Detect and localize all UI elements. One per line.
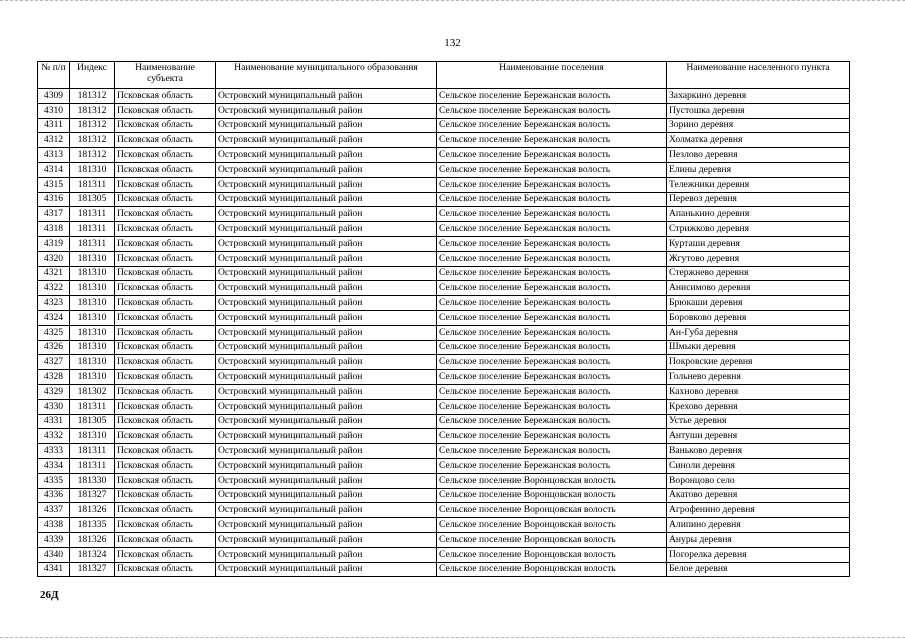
cell-municipality: Островский муниципальный район xyxy=(216,370,437,385)
cell-num: 4335 xyxy=(38,473,70,488)
cell-index: 181311 xyxy=(70,236,115,251)
cell-num: 4334 xyxy=(38,458,70,473)
cell-index: 181310 xyxy=(70,162,115,177)
cell-municipality: Островский муниципальный район xyxy=(216,384,437,399)
cell-municipality: Островский муниципальный район xyxy=(216,532,437,547)
cell-subject: Псковская область xyxy=(115,488,216,503)
cell-num: 4332 xyxy=(38,429,70,444)
cell-settlement: Сельское поселение Бережанская волость xyxy=(437,103,667,118)
cell-index: 181311 xyxy=(70,399,115,414)
table-row xyxy=(38,162,850,177)
cell-index: 181310 xyxy=(70,325,115,340)
cell-locality: Воронцово село xyxy=(667,473,850,488)
cell-num: 4315 xyxy=(38,177,70,192)
cell-municipality: Островский муниципальный район xyxy=(216,207,437,222)
cell-index: 181326 xyxy=(70,532,115,547)
cell-settlement: Сельское поселение Бережанская волость xyxy=(437,148,667,163)
scan-edge-bottom xyxy=(0,634,905,638)
cell-subject: Псковская область xyxy=(115,444,216,459)
cell-subject: Псковская область xyxy=(115,547,216,562)
cell-locality: Пезлово деревня xyxy=(667,148,850,163)
cell-num: 4327 xyxy=(38,355,70,370)
cell-locality: Холматка деревня xyxy=(667,133,850,148)
cell-locality: Брюкаши деревня xyxy=(667,296,850,311)
cell-num: 4316 xyxy=(38,192,70,207)
cell-num: 4314 xyxy=(38,162,70,177)
cell-num: 4333 xyxy=(38,444,70,459)
cell-settlement: Сельское поселение Бережанская волость xyxy=(437,281,667,296)
cell-locality: Гольнево деревня xyxy=(667,370,850,385)
table-row xyxy=(38,340,850,355)
cell-num: 4310 xyxy=(38,103,70,118)
table-row xyxy=(38,562,850,577)
table-row xyxy=(38,89,850,104)
cell-municipality: Островский муниципальный район xyxy=(216,458,437,473)
table-row xyxy=(38,444,850,459)
cell-settlement: Сельское поселение Бережанская волость xyxy=(437,133,667,148)
table-row xyxy=(38,355,850,370)
table-row xyxy=(38,192,850,207)
cell-locality: Крехово деревня xyxy=(667,399,850,414)
table-row xyxy=(38,325,850,340)
cell-municipality: Островский муниципальный район xyxy=(216,399,437,414)
cell-num: 4322 xyxy=(38,281,70,296)
cell-locality: Ан-Губа деревня xyxy=(667,325,850,340)
table-row xyxy=(38,384,850,399)
cell-subject: Псковская область xyxy=(115,532,216,547)
cell-municipality: Островский муниципальный район xyxy=(216,251,437,266)
cell-settlement: Сельское поселение Бережанская волость xyxy=(437,458,667,473)
cell-subject: Псковская область xyxy=(115,118,216,133)
cell-settlement: Сельское поселение Бережанская волость xyxy=(437,444,667,459)
cell-locality: Перевоз деревня xyxy=(667,192,850,207)
cell-index: 181312 xyxy=(70,133,115,148)
cell-index: 181311 xyxy=(70,177,115,192)
cell-index: 181312 xyxy=(70,89,115,104)
cell-municipality: Островский муниципальный район xyxy=(216,89,437,104)
cell-settlement: Сельское поселение Бережанская волость xyxy=(437,384,667,399)
table-row xyxy=(38,458,850,473)
cell-subject: Псковская область xyxy=(115,192,216,207)
table-row xyxy=(38,370,850,385)
table-row xyxy=(38,177,850,192)
cell-locality: Апанькино деревня xyxy=(667,207,850,222)
cell-municipality: Островский муниципальный район xyxy=(216,503,437,518)
cell-subject: Псковская область xyxy=(115,355,216,370)
cell-settlement: Сельское поселение Бережанская волость xyxy=(437,414,667,429)
table-row xyxy=(38,518,850,533)
cell-subject: Псковская область xyxy=(115,562,216,577)
cell-locality: Алипино деревня xyxy=(667,518,850,533)
cell-index: 181330 xyxy=(70,473,115,488)
table-row xyxy=(38,133,850,148)
cell-settlement: Сельское поселение Бережанская волость xyxy=(437,118,667,133)
cell-index: 181312 xyxy=(70,118,115,133)
header-settlement: Наименование поселения xyxy=(437,62,667,89)
table-row xyxy=(38,118,850,133)
cell-settlement: Сельское поселение Бережанская волость xyxy=(437,325,667,340)
cell-locality: Ваньково деревня xyxy=(667,444,850,459)
cell-settlement: Сельское поселение Воронцовская волость xyxy=(437,562,667,577)
cell-index: 181312 xyxy=(70,103,115,118)
cell-subject: Псковская область xyxy=(115,236,216,251)
cell-settlement: Сельское поселение Бережанская волость xyxy=(437,162,667,177)
cell-num: 4317 xyxy=(38,207,70,222)
cell-num: 4336 xyxy=(38,488,70,503)
cell-subject: Псковская область xyxy=(115,458,216,473)
cell-index: 181311 xyxy=(70,207,115,222)
cell-municipality: Островский муниципальный район xyxy=(216,518,437,533)
table-row xyxy=(38,547,850,562)
cell-settlement: Сельское поселение Бережанская волость xyxy=(437,310,667,325)
cell-subject: Псковская область xyxy=(115,207,216,222)
cell-num: 4313 xyxy=(38,148,70,163)
cell-locality: Белое деревня xyxy=(667,562,850,577)
cell-num: 4311 xyxy=(38,118,70,133)
table-row xyxy=(38,429,850,444)
cell-num: 4323 xyxy=(38,296,70,311)
cell-settlement: Сельское поселение Бережанская волость xyxy=(437,192,667,207)
cell-subject: Псковская область xyxy=(115,266,216,281)
table-row xyxy=(38,103,850,118)
cell-subject: Псковская область xyxy=(115,414,216,429)
cell-locality: Пустошка деревня xyxy=(667,103,850,118)
cell-settlement: Сельское поселение Бережанская волость xyxy=(437,370,667,385)
table-header-row xyxy=(38,62,850,89)
table-row xyxy=(38,414,850,429)
cell-municipality: Островский муниципальный район xyxy=(216,488,437,503)
cell-subject: Псковская область xyxy=(115,370,216,385)
cell-index: 181324 xyxy=(70,547,115,562)
cell-locality: Погорелка деревня xyxy=(667,547,850,562)
cell-subject: Псковская область xyxy=(115,103,216,118)
cell-subject: Псковская область xyxy=(115,177,216,192)
page-number: 132 xyxy=(444,37,461,49)
cell-index: 181310 xyxy=(70,251,115,266)
cell-settlement: Сельское поселение Воронцовская волость xyxy=(437,503,667,518)
cell-municipality: Островский муниципальный район xyxy=(216,429,437,444)
cell-locality: Антуши деревня xyxy=(667,429,850,444)
footer-code: 26Д xyxy=(40,589,59,601)
header-locality: Наименование населенного пункта xyxy=(667,62,850,89)
cell-locality: Агрофенино деревня xyxy=(667,503,850,518)
header-subject: Наименование субъекта xyxy=(115,62,216,89)
cell-municipality: Островский муниципальный район xyxy=(216,562,437,577)
cell-locality: Курташи деревня xyxy=(667,236,850,251)
cell-municipality: Островский муниципальный район xyxy=(216,473,437,488)
cell-municipality: Островский муниципальный район xyxy=(216,222,437,237)
cell-municipality: Островский муниципальный район xyxy=(216,340,437,355)
cell-index: 181310 xyxy=(70,296,115,311)
cell-locality: Анисимово деревня xyxy=(667,281,850,296)
cell-municipality: Островский муниципальный район xyxy=(216,310,437,325)
cell-locality: Акатово деревня xyxy=(667,488,850,503)
cell-subject: Псковская область xyxy=(115,133,216,148)
cell-subject: Псковская область xyxy=(115,251,216,266)
cell-subject: Псковская область xyxy=(115,429,216,444)
table-row xyxy=(38,222,850,237)
cell-num: 4339 xyxy=(38,532,70,547)
cell-index: 181327 xyxy=(70,488,115,503)
cell-settlement: Сельское поселение Бережанская волость xyxy=(437,355,667,370)
cell-index: 181335 xyxy=(70,518,115,533)
cell-settlement: Сельское поселение Бережанская волость xyxy=(437,207,667,222)
table-row xyxy=(38,207,850,222)
cell-locality: Синоли деревня xyxy=(667,458,850,473)
cell-subject: Псковская область xyxy=(115,281,216,296)
cell-settlement: Сельское поселение Бережанская волость xyxy=(437,296,667,311)
cell-municipality: Островский муниципальный район xyxy=(216,162,437,177)
cell-locality: Покровские деревня xyxy=(667,355,850,370)
cell-subject: Псковская область xyxy=(115,162,216,177)
cell-index: 181305 xyxy=(70,414,115,429)
cell-subject: Псковская область xyxy=(115,222,216,237)
cell-locality: Жгутово деревня xyxy=(667,251,850,266)
localities-table xyxy=(37,61,850,577)
cell-index: 181310 xyxy=(70,281,115,296)
cell-subject: Псковская область xyxy=(115,384,216,399)
cell-subject: Псковская область xyxy=(115,310,216,325)
cell-locality: Кахново деревня xyxy=(667,384,850,399)
cell-index: 181310 xyxy=(70,429,115,444)
scan-edge-top xyxy=(0,0,905,4)
cell-municipality: Островский муниципальный район xyxy=(216,414,437,429)
cell-locality: Тележники деревня xyxy=(667,177,850,192)
cell-index: 181311 xyxy=(70,444,115,459)
cell-num: 4338 xyxy=(38,518,70,533)
cell-settlement: Сельское поселение Бережанская волость xyxy=(437,340,667,355)
table-row xyxy=(38,310,850,325)
cell-num: 4325 xyxy=(38,325,70,340)
table-row xyxy=(38,236,850,251)
table-row xyxy=(38,399,850,414)
cell-num: 4319 xyxy=(38,236,70,251)
cell-locality: Боровково деревня xyxy=(667,310,850,325)
table-row xyxy=(38,488,850,503)
table-row xyxy=(38,251,850,266)
cell-index: 181326 xyxy=(70,503,115,518)
cell-settlement: Сельское поселение Бережанская волость xyxy=(437,399,667,414)
cell-index: 181310 xyxy=(70,355,115,370)
cell-settlement: Сельское поселение Воронцовская волость xyxy=(437,532,667,547)
cell-municipality: Островский муниципальный район xyxy=(216,192,437,207)
cell-locality: Елины деревня xyxy=(667,162,850,177)
cell-settlement: Сельское поселение Бережанская волость xyxy=(437,177,667,192)
cell-index: 181311 xyxy=(70,222,115,237)
cell-subject: Псковская область xyxy=(115,473,216,488)
cell-locality: Шмыки деревня xyxy=(667,340,850,355)
cell-subject: Псковская область xyxy=(115,518,216,533)
cell-settlement: Сельское поселение Воронцовская волость xyxy=(437,547,667,562)
cell-num: 4312 xyxy=(38,133,70,148)
cell-municipality: Островский муниципальный район xyxy=(216,281,437,296)
cell-num: 4341 xyxy=(38,562,70,577)
cell-index: 181311 xyxy=(70,458,115,473)
cell-municipality: Островский муниципальный район xyxy=(216,444,437,459)
cell-subject: Псковская область xyxy=(115,503,216,518)
cell-num: 4329 xyxy=(38,384,70,399)
table-row xyxy=(38,532,850,547)
cell-settlement: Сельское поселение Бережанская волость xyxy=(437,429,667,444)
cell-municipality: Островский муниципальный район xyxy=(216,177,437,192)
cell-municipality: Островский муниципальный район xyxy=(216,118,437,133)
cell-subject: Псковская область xyxy=(115,296,216,311)
cell-municipality: Островский муниципальный район xyxy=(216,148,437,163)
cell-municipality: Островский муниципальный район xyxy=(216,103,437,118)
cell-num: 4320 xyxy=(38,251,70,266)
cell-num: 4328 xyxy=(38,370,70,385)
cell-settlement: Сельское поселение Воронцовская волость xyxy=(437,473,667,488)
cell-locality: Стержнево деревня xyxy=(667,266,850,281)
cell-subject: Псковская область xyxy=(115,340,216,355)
cell-settlement: Сельское поселение Бережанская волость xyxy=(437,236,667,251)
table-row xyxy=(38,281,850,296)
table-row xyxy=(38,148,850,163)
cell-subject: Псковская область xyxy=(115,148,216,163)
cell-municipality: Островский муниципальный район xyxy=(216,325,437,340)
header-index: Индекс xyxy=(70,62,115,89)
cell-index: 181302 xyxy=(70,384,115,399)
cell-locality: Зорино деревня xyxy=(667,118,850,133)
cell-locality: Захаркино деревня xyxy=(667,89,850,104)
cell-num: 4330 xyxy=(38,399,70,414)
cell-index: 181305 xyxy=(70,192,115,207)
cell-num: 4309 xyxy=(38,89,70,104)
cell-municipality: Островский муниципальный район xyxy=(216,547,437,562)
cell-num: 4324 xyxy=(38,310,70,325)
table-row xyxy=(38,503,850,518)
cell-index: 181310 xyxy=(70,340,115,355)
cell-num: 4326 xyxy=(38,340,70,355)
cell-settlement: Сельское поселение Бережанская волость xyxy=(437,222,667,237)
cell-municipality: Островский муниципальный район xyxy=(216,296,437,311)
cell-municipality: Островский муниципальный район xyxy=(216,266,437,281)
cell-subject: Псковская область xyxy=(115,325,216,340)
cell-index: 181327 xyxy=(70,562,115,577)
cell-locality: Стрижково деревня xyxy=(667,222,850,237)
header-municipality: Наименование муниципального образования xyxy=(216,62,437,89)
cell-num: 4321 xyxy=(38,266,70,281)
table-body xyxy=(38,89,850,577)
cell-num: 4331 xyxy=(38,414,70,429)
cell-index: 181310 xyxy=(70,266,115,281)
cell-locality: Ануры деревня xyxy=(667,532,850,547)
cell-settlement: Сельское поселение Бережанская волость xyxy=(437,266,667,281)
table-row xyxy=(38,296,850,311)
header-num: № п/п xyxy=(38,62,70,89)
cell-settlement: Сельское поселение Бережанская волость xyxy=(437,89,667,104)
cell-num: 4318 xyxy=(38,222,70,237)
cell-index: 181310 xyxy=(70,370,115,385)
cell-settlement: Сельское поселение Воронцовская волость xyxy=(437,518,667,533)
table-row xyxy=(38,266,850,281)
table-row xyxy=(38,473,850,488)
cell-municipality: Островский муниципальный район xyxy=(216,236,437,251)
cell-num: 4340 xyxy=(38,547,70,562)
cell-index: 181312 xyxy=(70,148,115,163)
cell-index: 181310 xyxy=(70,310,115,325)
cell-subject: Псковская область xyxy=(115,89,216,104)
cell-municipality: Островский муниципальный район xyxy=(216,133,437,148)
cell-num: 4337 xyxy=(38,503,70,518)
cell-locality: Устье деревня xyxy=(667,414,850,429)
cell-settlement: Сельское поселение Бережанская волость xyxy=(437,251,667,266)
cell-subject: Псковская область xyxy=(115,399,216,414)
cell-settlement: Сельское поселение Воронцовская волость xyxy=(437,488,667,503)
cell-municipality: Островский муниципальный район xyxy=(216,355,437,370)
